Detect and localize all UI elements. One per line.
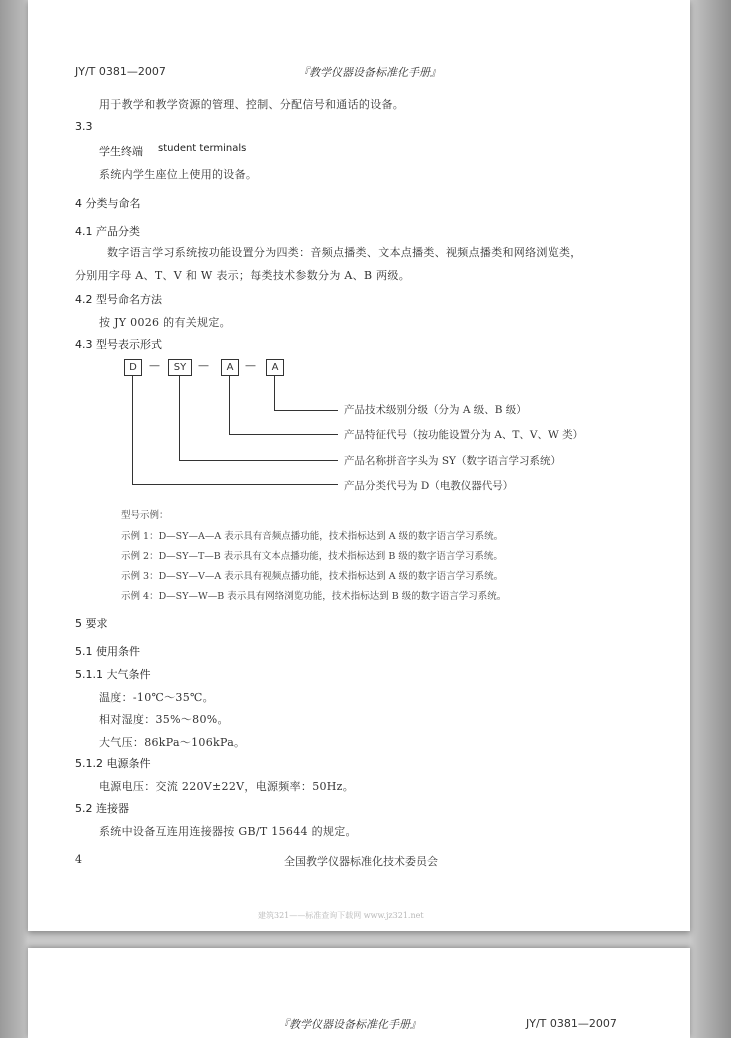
page-number: 4 — [75, 853, 82, 866]
section-5-1-1: 5.1.1 大气条件 — [75, 668, 151, 681]
text-line: 用于教学和教学资源的管理、控制、分配信号和通话的设备。 — [99, 98, 405, 111]
connector-line — [229, 376, 230, 434]
section-5-2: 5.2 连接器 — [75, 802, 129, 815]
footer-org: 全国教学仪器标准化技术委员会 — [284, 855, 438, 868]
diagram-label-level: 产品技术级别分级（分为 A 级、B 级） — [344, 404, 527, 416]
document-page — [28, 0, 690, 931]
text-line: 系统中设备互连用连接器按 GB/T 15644 的规定。 — [99, 825, 357, 838]
section-3-3: 3.3 — [75, 120, 93, 133]
text-line: 分别用字母 A、T、V 和 W 表示；每类技术参数分为 A、B 两级。 — [75, 269, 411, 282]
connector-line — [179, 376, 180, 460]
box-level: A — [266, 359, 284, 376]
connector-line — [132, 376, 133, 484]
connector-line — [229, 434, 338, 435]
term-en: student terminals — [158, 143, 247, 154]
diagram-label-feature: 产品特征代号（按功能设置分为 A、T、V、W 类） — [344, 429, 584, 441]
separator: — — [149, 359, 160, 372]
connector-line — [179, 460, 338, 461]
next-page-standard: JY/T 0381—2007 — [526, 1017, 617, 1030]
diagram-label-category: 产品分类代号为 D（电教仪器代号） — [344, 480, 514, 492]
example-item: 示例 1：D—SY—A—A 表示具有音频点播功能，技术指标达到 A 级的数字语言学习系统。 — [121, 531, 504, 542]
next-page — [28, 948, 690, 1038]
section-5: 5 要求 — [75, 617, 108, 630]
section-4-2: 4.2 型号命名方法 — [75, 293, 162, 306]
separator: — — [198, 359, 209, 372]
diagram-label-name: 产品名称拼音字头为 SY（数字语言学习系统） — [344, 455, 561, 467]
next-page-title: 『教学仪器设备标准化手册』 — [278, 1018, 421, 1031]
section-4-3: 4.3 型号表示形式 — [75, 338, 162, 351]
text-line: 电源电压：交流 220V±22V，电源频率：50Hz。 — [99, 780, 355, 793]
example-item: 示例 2：D—SY—T—B 表示具有文本点播功能，技术指标达到 B 级的数字语言学习系统。 — [121, 551, 503, 562]
text-line: 大气压：86kPa～106kPa。 — [99, 736, 246, 749]
box-name: SY — [168, 359, 192, 376]
examples-title: 型号示例： — [121, 510, 169, 521]
box-category: D — [124, 359, 142, 376]
connector-line — [274, 376, 275, 410]
text-line: 温度：-10℃～35℃。 — [99, 691, 214, 704]
section-5-1-2: 5.1.2 电源条件 — [75, 757, 151, 770]
section-4-1: 4.1 产品分类 — [75, 225, 140, 238]
watermark: 建筑321——标准查询下载网 www.jz321.net — [258, 911, 424, 920]
example-item: 示例 4：D—SY—W—B 表示具有网络浏览功能，技术指标达到 B 级的数字语言学习系统。 — [121, 591, 507, 602]
term-cn: 学生终端 — [99, 145, 143, 158]
text-line: 按 JY 0026 的有关规定。 — [99, 316, 231, 329]
header-standard: JY/T 0381—2007 — [75, 65, 166, 78]
text-line: 相对湿度：35%～80%。 — [99, 713, 229, 726]
text-line: 系统内学生座位上使用的设备。 — [99, 168, 258, 181]
connector-line — [274, 410, 338, 411]
box-feature: A — [221, 359, 239, 376]
header-title: 『教学仪器设备标准化手册』 — [298, 66, 441, 79]
separator: — — [245, 359, 256, 372]
section-4: 4 分类与命名 — [75, 197, 141, 210]
connector-line — [132, 484, 338, 485]
section-5-1: 5.1 使用条件 — [75, 645, 140, 658]
text-line: 数字语言学习系统按功能设置分为四类：音频点播类、文本点播类、视频点播类和网络浏览类， — [107, 246, 582, 259]
example-item: 示例 3：D—SY—V—A 表示具有视频点播功能，技术指标达到 A 级的数字语言学习系统。 — [121, 571, 504, 582]
